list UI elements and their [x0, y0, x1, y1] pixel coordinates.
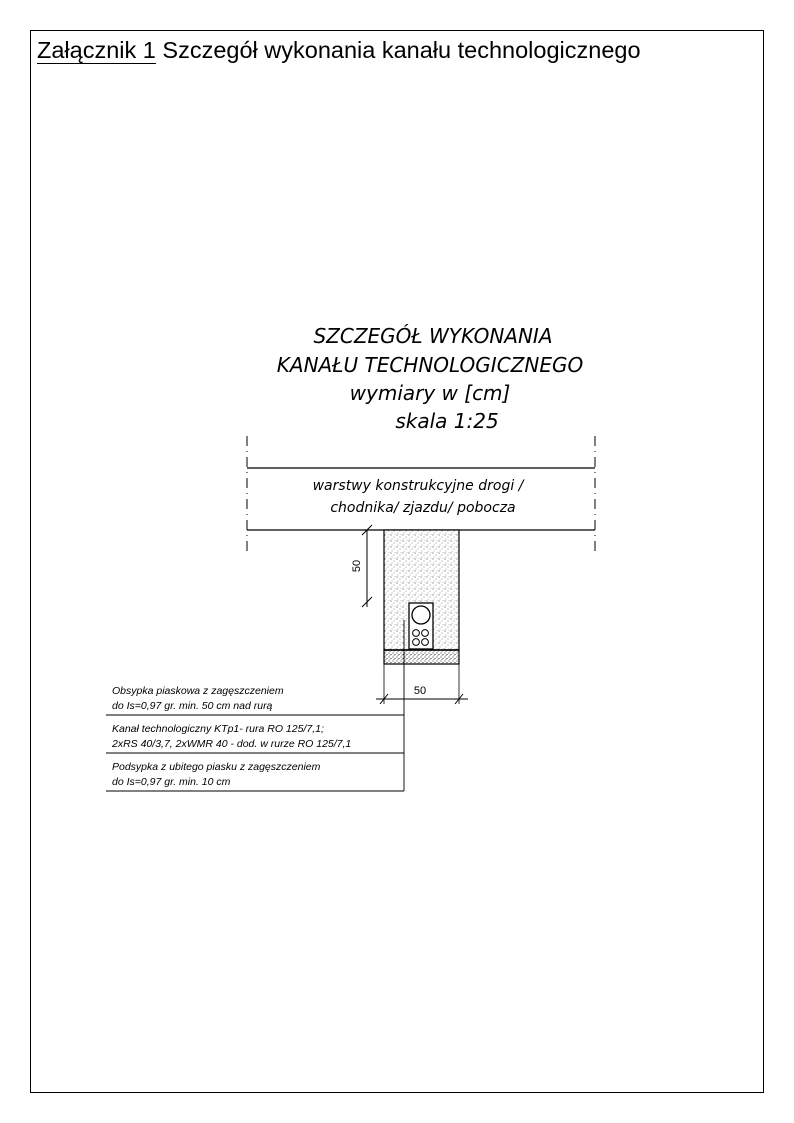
microduct-circle-2 [422, 630, 429, 637]
trench-bedding [384, 650, 459, 664]
heading-title: Szczegół wykonania kanału technologicznego [162, 37, 641, 63]
layer-label-line-2: chodnika/ zjazdu/ pobocza [330, 500, 516, 516]
heading-prefix: Załącznik 1 [37, 37, 156, 63]
drawing-title-line-4: skala 1:25 [395, 409, 499, 433]
drawing-title-line-1: SZCZEGÓŁ WYKONANIA [313, 324, 553, 348]
microduct-circle-4 [422, 639, 429, 646]
note-2-line-1: Kanał technologiczny KTp1- rura RO 125/7,1; [112, 723, 324, 735]
depth-dimension-value: 50 [351, 559, 363, 573]
note-3-line-1: Podsypka z ubitego piasku z zagęszczeniem [112, 761, 321, 773]
drawing-title-line-2: KANAŁU TECHNOLOGICZNEGO [276, 353, 584, 377]
microduct-circle-1 [413, 630, 420, 637]
note-1-line-2: do Is=0,97 gr. min. 50 cm nad rurą [112, 700, 273, 712]
note-3-line-2: do Is=0,97 gr. min. 10 cm [112, 776, 231, 788]
drawing-title-line-3: wymiary w [cm] [349, 381, 511, 405]
note-2-line-2: 2xRS 40/3,7, 2xWMR 40 - dod. w rurze RO 125/7,1 [112, 738, 352, 750]
note-1-line-1: Obsypka piaskowa z zagęszczeniem [112, 685, 284, 697]
microduct-circle-3 [413, 639, 420, 646]
layer-label-line-1: warstwy konstrukcyjne drogi / [312, 478, 524, 494]
width-dimension-value: 50 [413, 685, 427, 697]
cable-rs-circle [412, 606, 430, 624]
